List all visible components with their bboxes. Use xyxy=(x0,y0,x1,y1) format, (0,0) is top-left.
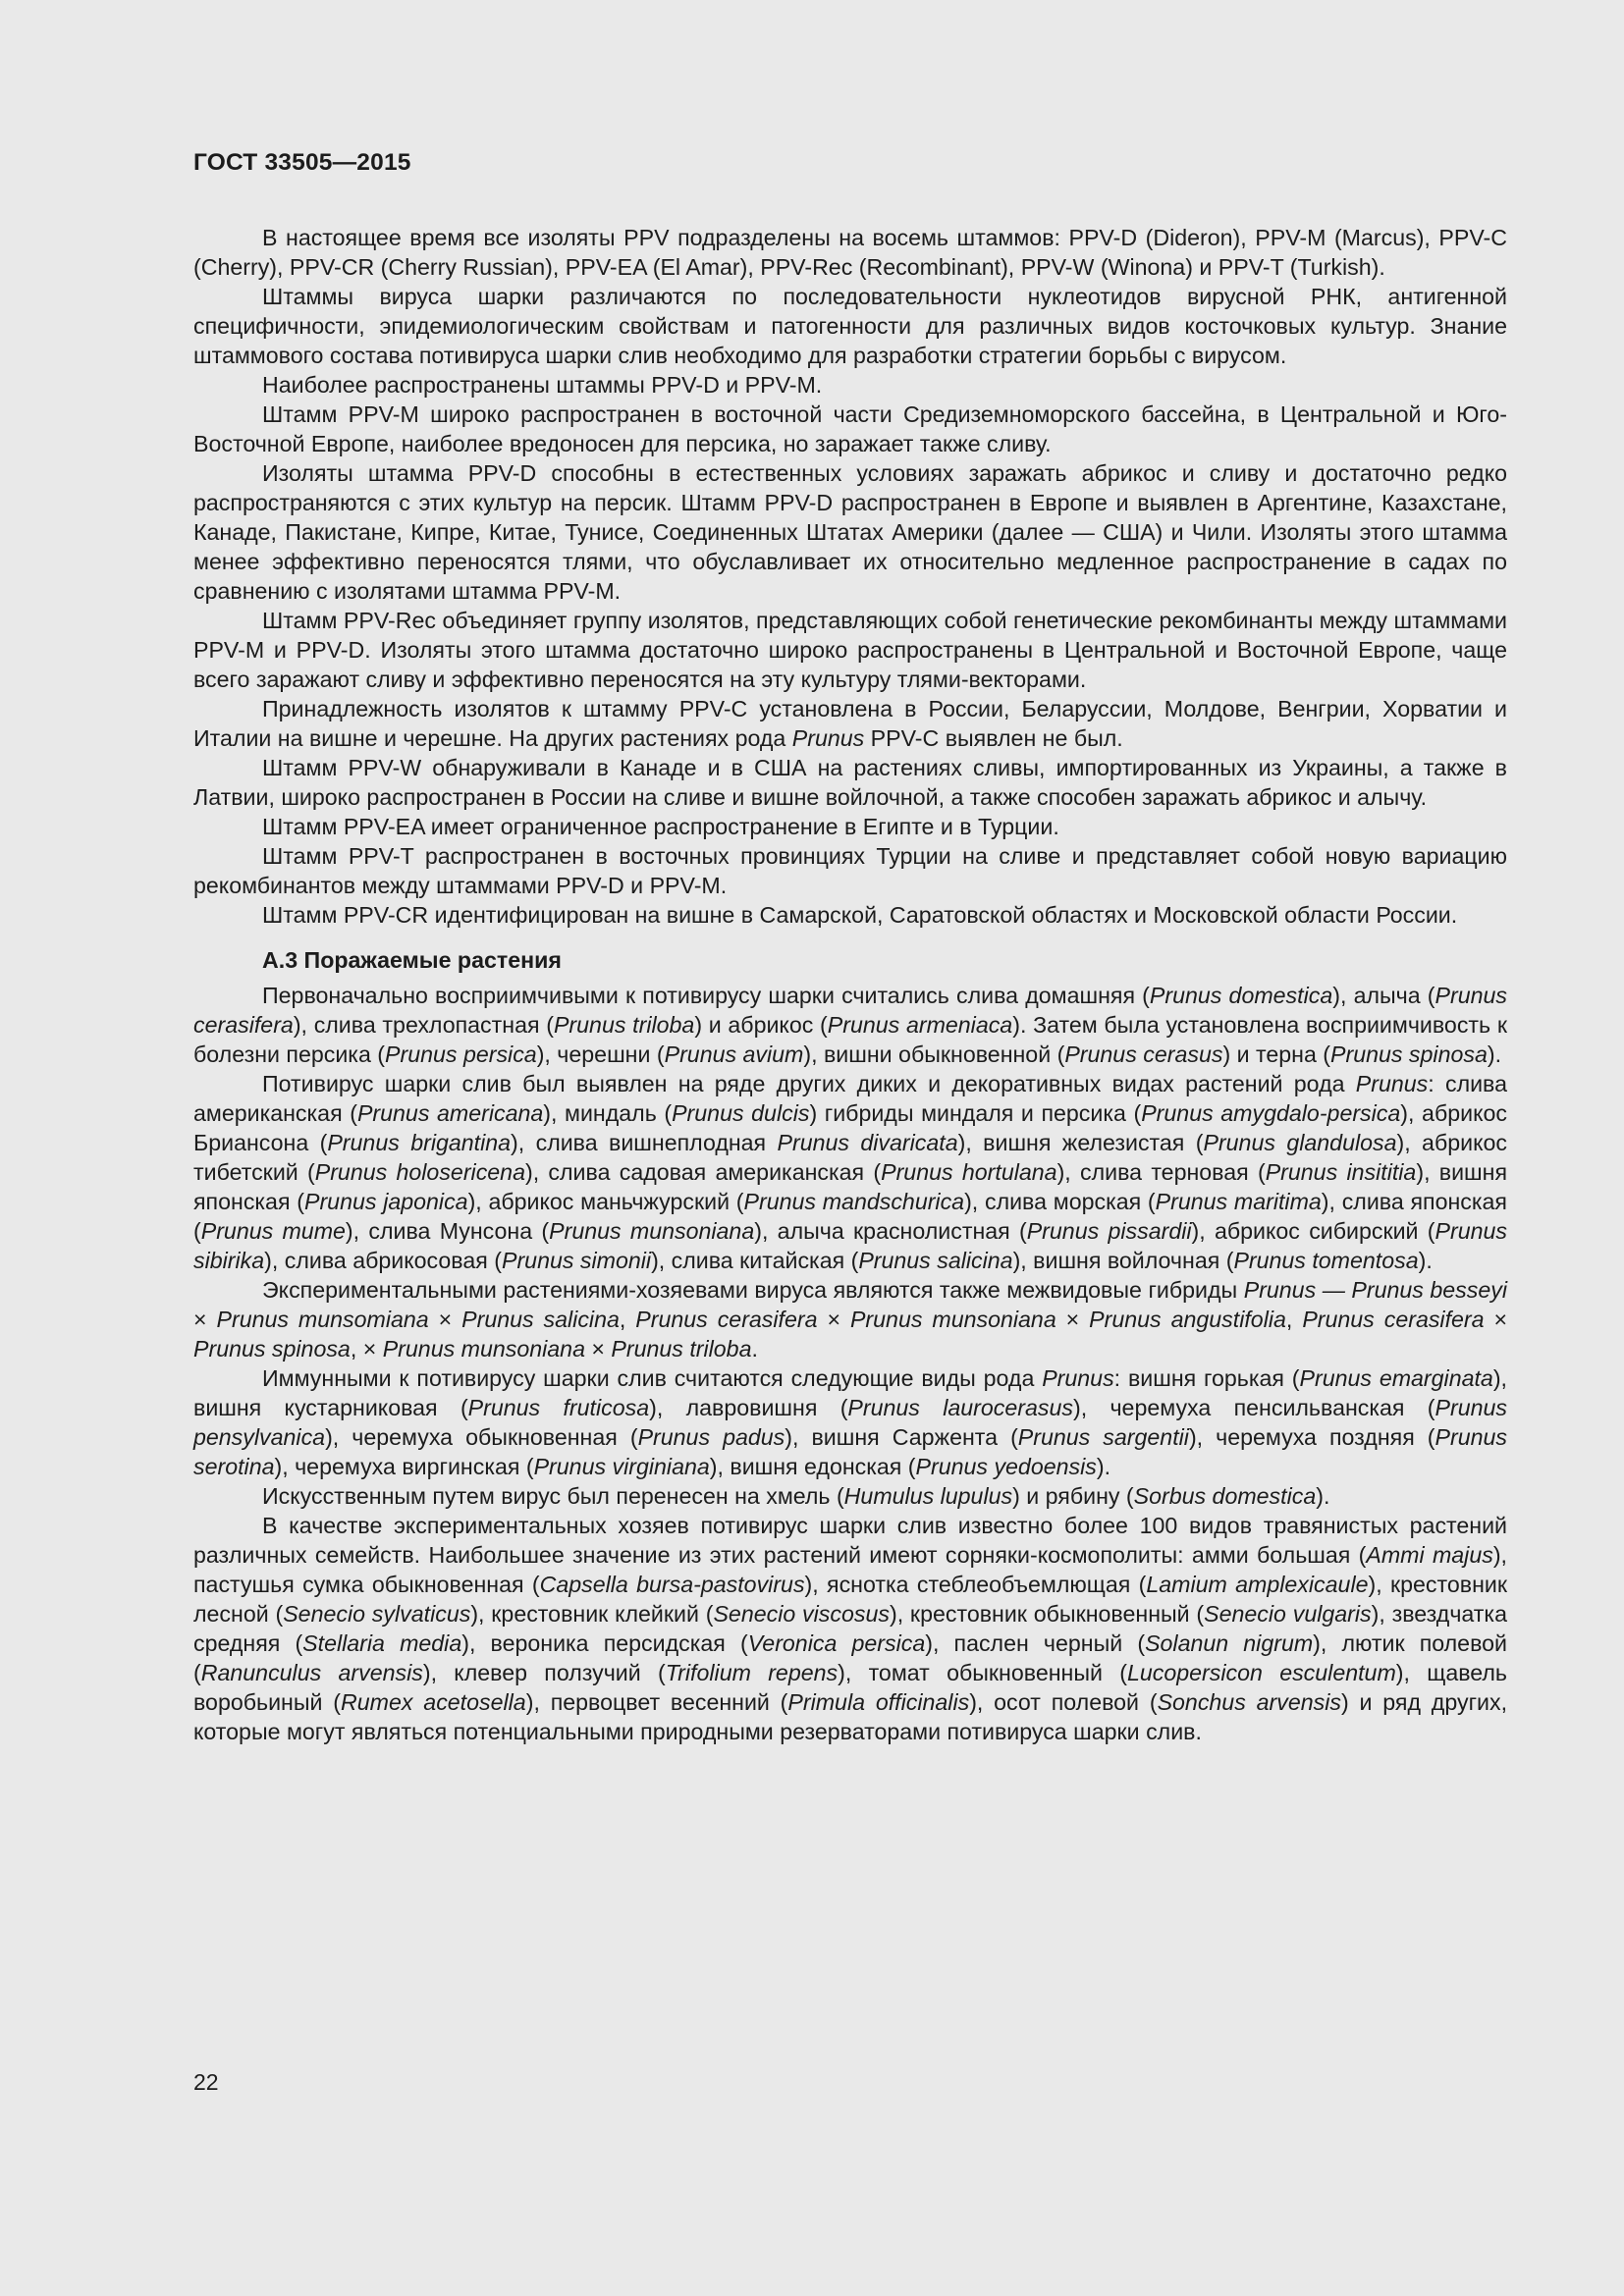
species-name: Prunus salicina xyxy=(858,1248,1013,1273)
text-run: ), черемуха поздняя ( xyxy=(1188,1424,1435,1450)
text-run: ), алыча краснолистная ( xyxy=(754,1218,1027,1244)
species-name: Prunus mume xyxy=(200,1218,346,1244)
species-name: Prunus yedoensis xyxy=(915,1454,1097,1479)
text-run: ), вишня Саржента ( xyxy=(785,1424,1018,1450)
paragraph xyxy=(193,1481,1507,1511)
text-run: , xyxy=(619,1307,636,1332)
species-name: Prunus sibirika xyxy=(193,1218,1507,1273)
species-name: Prunus tomentosa xyxy=(1233,1248,1419,1273)
species-name: Rumex acetosella xyxy=(341,1689,526,1715)
species-name: Prunus mandschurica xyxy=(743,1189,965,1214)
paragraph xyxy=(193,694,1507,753)
text-run: Потивирус шарки слив был выявлен на ряде других диких и декоративных видах растений рода xyxy=(262,1071,1356,1096)
species-name: Sorbus domestica xyxy=(1133,1483,1317,1509)
text-run: ), слива абрикосовая ( xyxy=(264,1248,502,1273)
text-run: ) и абрикос ( xyxy=(694,1012,828,1038)
species-name: Prunus triloba xyxy=(611,1336,752,1362)
species-name: Prunus cerasifera xyxy=(635,1307,818,1332)
text-run: ), абрикос тибетский ( xyxy=(193,1130,1507,1185)
text-run: ), яснотка стеблеобъемлющая ( xyxy=(804,1572,1147,1597)
text-run: ), осот полевой ( xyxy=(969,1689,1158,1715)
paragraph xyxy=(193,606,1507,694)
text-run: Изоляты штамма PPV-D способны в естественных условиях заражать абрикос и сливу и достаточно редко распространяются с этих культур на персик. Штамм PPV-D распространен в Европе и выявлен в Аргентине, Казахстане, Канаде, Пакистане, Кипре, Китае, Тунисе, Соединенных Штатах Америки (далее — США) и Чили. Изоляты этого штамма менее эффективно переносятся тлями, что обуславливает их относительно медленное распространение в садах по сравнению с изолятами штамма PPV-M. xyxy=(193,460,1507,604)
text-run: ), вишни обыкновенной ( xyxy=(803,1041,1065,1067)
paragraph xyxy=(193,753,1507,812)
species-name: Prunus armeniaca xyxy=(827,1012,1013,1038)
species-name: Ranunculus arvensis xyxy=(200,1660,423,1685)
paragraph xyxy=(193,370,1507,400)
text-run: ), миндаль ( xyxy=(543,1100,673,1126)
text-run: ), абрикос Бриансона ( xyxy=(193,1100,1507,1155)
text-run: Экспериментальными растениями-хозяевами вируса являются также межвидовые гибриды xyxy=(262,1277,1244,1303)
species-name: Trifolium repens xyxy=(665,1660,839,1685)
text-run: × xyxy=(428,1307,462,1332)
species-name: Prunus insititia xyxy=(1265,1159,1417,1185)
paragraph xyxy=(193,1275,1507,1363)
host-plants-section xyxy=(193,981,1507,1746)
species-name: Ammi majus xyxy=(1366,1542,1493,1568)
text-run: Штамм PPV-M широко распространен в восточной части Средиземноморского бассейна, в Центральной и Юго-Восточной Европе, наиболее вредоносен для персика, но заражает также сливу. xyxy=(193,401,1507,456)
text-run: ), щавель воробьиный ( xyxy=(193,1660,1508,1715)
document-code: ГОСТ 33505—2015 xyxy=(193,149,411,176)
text-run: : вишня горькая ( xyxy=(1113,1365,1300,1391)
species-name: Prunus dulcis xyxy=(672,1100,810,1126)
species-name: Senecio viscosus xyxy=(713,1601,890,1627)
text-run: ), слива садовая американская ( xyxy=(524,1159,882,1185)
species-name: Prunus xyxy=(1355,1071,1429,1096)
species-name: Prunus brigantina xyxy=(327,1130,512,1155)
text-run: Иммунными к потивирусу шарки слив считаются следующие виды рода xyxy=(262,1365,1043,1391)
species-name: Prunus salicina xyxy=(461,1307,620,1332)
text-run: ), черешни ( xyxy=(536,1041,665,1067)
species-name: Prunus japonica xyxy=(303,1189,468,1214)
text-run: ), крестовник обыкновенный ( xyxy=(889,1601,1205,1627)
species-name: Prunus munsomiana xyxy=(216,1307,429,1332)
species-name: Lamium amplexicaule xyxy=(1146,1572,1369,1597)
text-run: × xyxy=(584,1336,612,1362)
text-run: ), вероника персидская ( xyxy=(461,1630,748,1656)
species-name: Prunus triloba xyxy=(553,1012,695,1038)
page-number: 22 xyxy=(193,2069,219,2095)
text-run: ). xyxy=(1096,1454,1111,1479)
species-name: Prunus sargentii xyxy=(1017,1424,1189,1450)
text-run: ), абрикос сибирский ( xyxy=(1191,1218,1435,1244)
text-run: ), слива трехлопастная ( xyxy=(293,1012,554,1038)
species-name: Prunus xyxy=(1042,1365,1114,1391)
text-run: Штамм PPV-T распространен в восточных провинциях Турции на сливе и представляет собой новую вариацию рекомбинантов между штаммами PPV-D и PPV-M. xyxy=(193,843,1507,898)
species-name: Prunus munsoniana xyxy=(849,1307,1056,1332)
text-run: ), лютик полевой ( xyxy=(193,1630,1507,1685)
species-name: Prunus glandulosa xyxy=(1203,1130,1397,1155)
text-run: ), крестовник лесной ( xyxy=(193,1572,1507,1627)
text-run: ), первоцвет весенний ( xyxy=(525,1689,788,1715)
text-run: ). xyxy=(1487,1041,1502,1067)
text-run: . xyxy=(751,1336,758,1362)
text-run: Искусственным путем вирус был перенесен на хмель ( xyxy=(262,1483,844,1509)
species-name: Lucopersicon esculentum xyxy=(1126,1660,1396,1685)
text-run: Штамм PPV-Rec объединяет группу изолятов, представляющих собой генетические рекомбинанты между штаммами PPV-M и PPV-D. Изоляты этого штамма достаточно широко распространены в Центральной и Восточной Европе, чаще всего заражают сливу и эффективно переносятся на эту культуру тлями-векторами. xyxy=(193,608,1507,692)
species-name: Prunus pensylvanica xyxy=(193,1395,1507,1450)
text-run: ), крестовник клейкий ( xyxy=(470,1601,714,1627)
text-run: ), клевер ползучий ( xyxy=(422,1660,666,1685)
paragraph xyxy=(193,223,1507,282)
text-run: PPV-C выявлен не был. xyxy=(864,725,1123,751)
text-run: ), слива вишнеплодная xyxy=(511,1130,778,1155)
text-run: Штамм PPV-EA имеет ограниченное распространение в Египте и в Турции. xyxy=(262,814,1059,839)
text-run: ), абрикос маньчжурский ( xyxy=(467,1189,744,1214)
text-run: ) и рябину ( xyxy=(1012,1483,1134,1509)
species-name: Prunus avium xyxy=(664,1041,804,1067)
paragraph xyxy=(193,400,1507,458)
species-name: Prunus angustifolia xyxy=(1089,1307,1286,1332)
text-run: ), вишня кустарниковая ( xyxy=(193,1365,1507,1420)
species-name: Prunus spinosa xyxy=(193,1336,351,1362)
species-name: Prunus serotina xyxy=(193,1424,1507,1479)
text-run: ), слива Мунсона ( xyxy=(345,1218,550,1244)
species-name: Prunus americana xyxy=(356,1100,544,1126)
species-name: Stellaria media xyxy=(302,1630,462,1656)
text-run: ), слива китайская ( xyxy=(651,1248,859,1273)
text-run: ), вишня железистая ( xyxy=(957,1130,1204,1155)
paragraph xyxy=(193,458,1507,606)
species-name: Prunus hortulana xyxy=(881,1159,1057,1185)
species-name: Prunus fruticosa xyxy=(467,1395,650,1420)
text-run: ), томат обыкновенный ( xyxy=(838,1660,1127,1685)
species-name: Humulus lupulus xyxy=(843,1483,1013,1509)
text-run: ). xyxy=(1418,1248,1433,1273)
paragraph xyxy=(193,841,1507,900)
text-run: ). xyxy=(1316,1483,1330,1509)
paragraph xyxy=(193,282,1507,370)
species-name: Prunus domestica xyxy=(1149,983,1333,1008)
text-run: Первоначально восприимчивыми к потивирусу шарки считались слива домашняя ( xyxy=(262,983,1150,1008)
species-name: Prunus laurocerasus xyxy=(847,1395,1073,1420)
text-run: ), паслен черный ( xyxy=(925,1630,1146,1656)
text-run: ), черемуха виргинская ( xyxy=(274,1454,534,1479)
text-run: ) и ряд других, которые могут являться потенциальными природными резерваторами потивируса шарки слив. xyxy=(193,1689,1508,1744)
section-heading-a3: А.3 Поражаемые растения xyxy=(262,947,562,973)
paragraph xyxy=(193,1511,1507,1746)
species-name: Prunus pissardii xyxy=(1026,1218,1192,1244)
text-run: ), слива терновая ( xyxy=(1056,1159,1266,1185)
species-name: Prunus cerasifera xyxy=(193,983,1507,1038)
text-run: ), вишня войлочная ( xyxy=(1012,1248,1234,1273)
species-name: Prunus emarginata xyxy=(1299,1365,1493,1391)
species-name: Prunus amygdalo-persica xyxy=(1141,1100,1401,1126)
text-run: ), слива морская ( xyxy=(964,1189,1156,1214)
species-name: Prunus persica xyxy=(385,1041,537,1067)
species-name: Prunus spinosa xyxy=(1330,1041,1488,1067)
species-name: Veronica persica xyxy=(747,1630,926,1656)
text-run: : слива американская ( xyxy=(193,1071,1507,1126)
paragraph xyxy=(193,812,1507,841)
text-run: В качестве экспериментальных хозяев потивирус шарки слив известно более 100 видов травянистых растений различных семейств. Наибольшее значение из этих растений имеют сорняки-космополиты: амми большая ( xyxy=(193,1513,1507,1568)
text-run: × xyxy=(1056,1307,1090,1332)
species-name: Prunus cerasifera xyxy=(1302,1307,1485,1332)
text-run: ), черемуха пенсильванская ( xyxy=(1072,1395,1435,1420)
text-run: ), вишня едонская ( xyxy=(709,1454,916,1479)
species-name: Capsella bursa-pastovirus xyxy=(539,1572,805,1597)
text-run: × xyxy=(1484,1307,1508,1332)
text-run: ). Затем была установлена восприимчивость к болезни персика ( xyxy=(193,1012,1507,1067)
species-name: Prunus maritima xyxy=(1155,1189,1322,1214)
text-run: В настоящее время все изоляты PPV подразделены на восемь штаммов: PPV-D (Dideron), PPV-M (Marcus), PPV-C (Cherry), PPV-CR (Cherry Russian), PPV-EA (El Amar), PPV-Rec (Recombinant), PPV-W (Winona) и PPV-T (Turkish). xyxy=(193,225,1507,280)
paragraph xyxy=(193,1363,1507,1481)
text-run: ), слива японская ( xyxy=(193,1189,1507,1244)
text-run: Принадлежность изолятов к штамму PPV-C установлена в России, Беларуссии, Молдове, Венгрии, Хорватии и Италии на вишне и черешне. На других растениях рода xyxy=(193,696,1507,751)
text-run: ), вишня японская ( xyxy=(193,1159,1508,1214)
species-name: Prunus divaricata xyxy=(777,1130,958,1155)
species-name: Senecio vulgaris xyxy=(1204,1601,1372,1627)
text-run: Штамм PPV-CR идентифицирован на вишне в Самарской, Саратовской областях и Московской области России. xyxy=(262,902,1458,928)
species-name: Prunus cerasus xyxy=(1064,1041,1223,1067)
text-run: ), лавровишня ( xyxy=(649,1395,848,1420)
species-name: Prunus virginiana xyxy=(533,1454,710,1479)
text-run: , xyxy=(1285,1307,1303,1332)
text-run: ), алыча ( xyxy=(1332,983,1435,1008)
text-run: , × xyxy=(350,1336,383,1362)
text-run: Штаммы вируса шарки различаются по последовательности нуклеотидов вирусной РНК, антигенной специфичности, эпидемиологическим свойствам и патогенности для различных видов косточковых культур. Знание штаммового состава потивируса шарки слив необходимо для разработки стратегии борьбы с вирусом. xyxy=(193,284,1507,368)
species-name: Prunus munsoniana xyxy=(382,1336,585,1362)
document-body xyxy=(193,223,1507,1746)
species-name: Prunus xyxy=(791,725,865,751)
species-name: Prunus — Prunus besseyi xyxy=(1243,1277,1508,1303)
species-name: Senecio sylvaticus xyxy=(283,1601,471,1627)
species-name: Prunus munsoniana xyxy=(549,1218,755,1244)
species-name: Prunus padus xyxy=(637,1424,785,1450)
text-run: Штамм PPV-W обнаруживали в Канаде и в США на растениях сливы, импортированных из Украины, а также в Латвии, широко распространен в России на сливе и вишне войлочной, а также способен заражать абрикос и алычу. xyxy=(193,755,1507,810)
strains-section xyxy=(193,223,1507,930)
text-run: ), звездчатка средняя ( xyxy=(193,1601,1507,1656)
species-name: Solanun nigrum xyxy=(1145,1630,1314,1656)
species-name: Primula officinalis xyxy=(787,1689,970,1715)
paragraph xyxy=(193,1069,1507,1275)
text-run: ) и терна ( xyxy=(1222,1041,1331,1067)
species-name: Prunus simonii xyxy=(501,1248,652,1273)
text-run: ) гибриды миндаля и персика ( xyxy=(809,1100,1142,1126)
text-run: ), пастушья сумка обыкновенная ( xyxy=(193,1542,1507,1597)
text-run: × xyxy=(817,1307,850,1332)
species-name: Sonchus arvensis xyxy=(1157,1689,1341,1715)
text-run: Наиболее распространены штаммы PPV-D и PPV-M. xyxy=(262,372,823,398)
text-run: × xyxy=(193,1307,217,1332)
paragraph xyxy=(193,981,1507,1069)
paragraph xyxy=(193,900,1507,930)
text-run: ), черемуха обыкновенная ( xyxy=(325,1424,638,1450)
species-name: Prunus holosericena xyxy=(314,1159,525,1185)
